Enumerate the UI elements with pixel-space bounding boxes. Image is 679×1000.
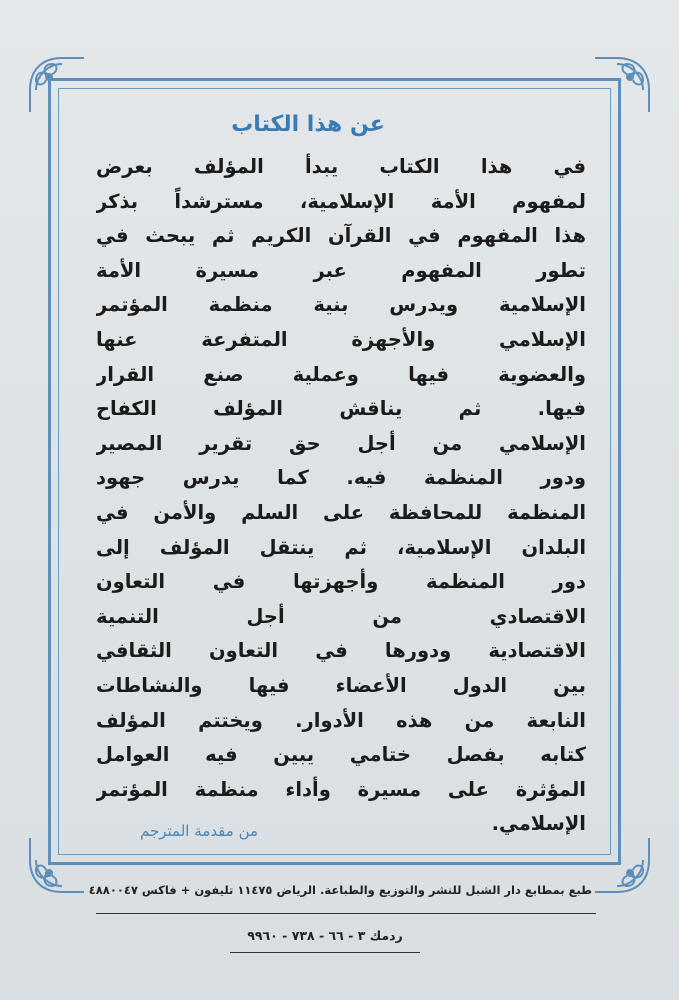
blurb-line: في هذا الكتاب يبدأ المؤلف بعرض: [96, 155, 586, 178]
blurb-line: والعضوية فيها وعملية صنع القرار: [96, 362, 586, 386]
blurb-line: هذا المفهوم في القرآن الكريم ثم يبحث في: [96, 224, 586, 248]
imprint-divider: [96, 913, 596, 914]
blurb-line: كتابه بفصل ختامي يبين فيه العوامل: [96, 743, 586, 767]
blurb-line: تطور المفهوم عبر مسيرة الأمة: [96, 258, 586, 282]
source-attribution: من مقدمة المترجم: [140, 822, 259, 840]
blurb-line: المؤثرة على مسيرة وأداء منظمة المؤتمر: [96, 777, 586, 801]
printer-imprint: طبع بمطابع دار الشبل للنشر والتوزيع والطباعة. الرياض ١١٤٧٥ تليفون + فاكس ٤٨٨٠٠٤٧: [88, 883, 592, 897]
blurb-line: المنظمة للمحافظة على السلم والأمن في: [96, 500, 586, 524]
blurb-line: الاقتصادي من أجل التنمية: [96, 604, 586, 628]
isbn-underline: [230, 952, 420, 953]
blurb-line: فيها. ثم يناقش المؤلف الكفاح: [96, 397, 586, 421]
blurb-line: الإسلامي من أجل حق تقرير المصير: [96, 431, 586, 455]
isbn-number: ردمك ٣ - ٦٦ - ٧٣٨ - ٩٩٦٠: [247, 928, 403, 943]
section-heading: عن هذا الكتاب: [231, 112, 385, 137]
corner-ornament-icon: [587, 50, 657, 120]
corner-ornament-icon: [22, 830, 92, 900]
blurb-line: النابعة من هذه الأدوار. ويختتم المؤلف: [96, 708, 586, 732]
blurb-line: الاقتصادية ودورها في التعاون الثقافي: [96, 639, 586, 663]
blurb-line: البلدان الإسلامية، ثم ينتقل المؤلف إلى: [96, 535, 586, 559]
blurb-line: بين الدول الأعضاء فيها والنشاطات: [96, 673, 586, 697]
blurb-line: الإسلامي.: [491, 812, 586, 836]
corner-ornament-icon: [587, 830, 657, 900]
blurb-line: الإسلامي والأجهزة المتفرعة عنها: [96, 327, 586, 351]
blurb-line: دور المنظمة وأجهزتها في التعاون: [96, 570, 586, 594]
blurb-line: الإسلامية ويدرس بنية منظمة المؤتمر: [96, 293, 586, 317]
blurb-line: لمفهوم الأمة الإسلامية، مسترشداً بذكر: [96, 189, 586, 213]
blurb-text: [96, 150, 586, 842]
corner-ornament-icon: [22, 50, 92, 120]
blurb-line: ودور المنظمة فيه. كما يدرس جهود: [96, 466, 586, 490]
